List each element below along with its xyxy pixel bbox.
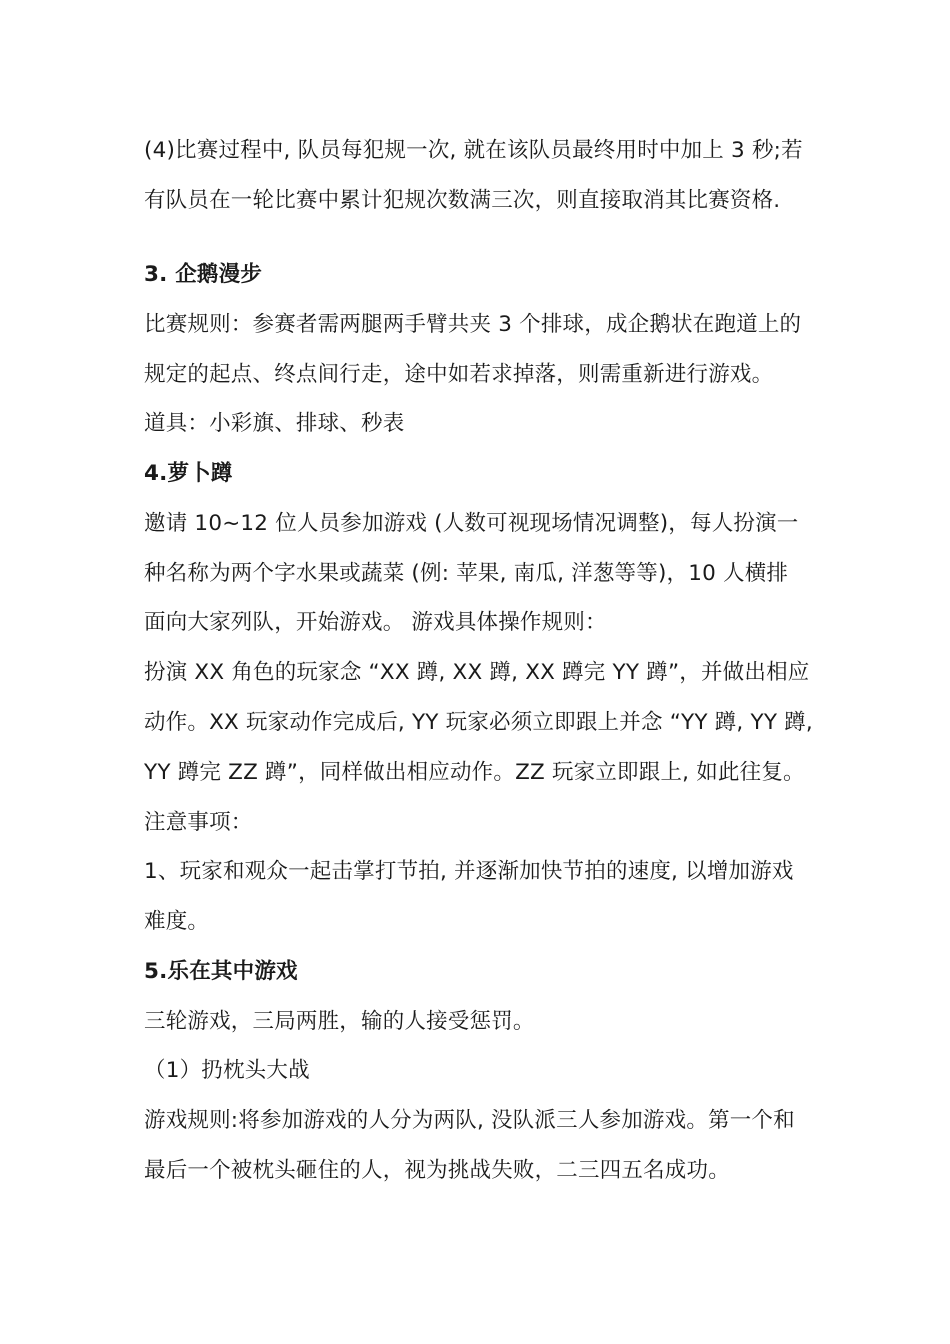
intro-line-1: (4)比赛过程中, 队员每犯规一次, 就在该队员最终用时中加上 3 秒;若 [144, 138, 803, 163]
radish-p2-line-3: YY 蹲完 ZZ 蹲”，同样做出相应动作。ZZ 玩家立即跟上, 如此往复。 [144, 760, 805, 785]
radish-p1-line-3: 面向大家列队，开始游戏。 游戏具体操作规则： [144, 610, 607, 635]
radish-p1-line-2: 种名称为两个字水果或蔬菜 (例: 苹果, 南瓜, 洋葱等等)，10 人横排 [144, 561, 789, 586]
fun-sub-1: （1）扔枕头大战 [144, 1058, 310, 1083]
fun-rules-line-2: 最后一个被枕头砸住的人，视为挑战失败，二三四五名成功。 [144, 1158, 730, 1183]
fun-rules-line-1: 游戏规则:将参加游戏的人分为两队, 没队派三人参加游戏。第一个和 [144, 1108, 795, 1133]
radish-note-1-line-2: 难度。 [144, 909, 210, 934]
radish-p1-line-1: 邀请 10~12 位人员参加游戏 (人数可视现场情况调整)，每人扮演一 [144, 511, 799, 536]
radish-p2-line-2: 动作。XX 玩家动作完成后, YY 玩家必须立即跟上并念 “YY 蹲, YY 蹲, [144, 710, 813, 735]
penguin-rules-line-2: 规定的起点、终点间行走，途中如若求掉落，则需重新进行游戏。 [144, 362, 774, 387]
penguin-props: 道具：小彩旗、排球、秒表 [144, 411, 405, 436]
section-title-radish: 4.萝卜蹲 [144, 461, 233, 486]
intro-line-2: 有队员在一轮比赛中累计犯规次数满三次，则直接取消其比赛资格. [144, 188, 781, 213]
section-title-penguin: 3. 企鹅漫步 [144, 262, 263, 287]
radish-notes-label: 注意事项： [144, 810, 253, 835]
section-title-fun: 5.乐在其中游戏 [144, 959, 298, 984]
radish-note-1-line-1: 1、玩家和观众一起击掌打节拍, 并逐渐加快节拍的速度, 以增加游戏 [144, 859, 794, 884]
radish-p2-line-1: 扮演 XX 角色的玩家念 “XX 蹲, XX 蹲, XX 蹲完 YY 蹲”，并做出相应 [144, 660, 810, 685]
penguin-rules-line-1: 比赛规则：参赛者需两腿两手臂共夹 3 个排球，成企鹅状在跑道上的 [144, 312, 802, 337]
fun-intro: 三轮游戏，三局两胜，输的人接受惩罚。 [144, 1009, 535, 1034]
